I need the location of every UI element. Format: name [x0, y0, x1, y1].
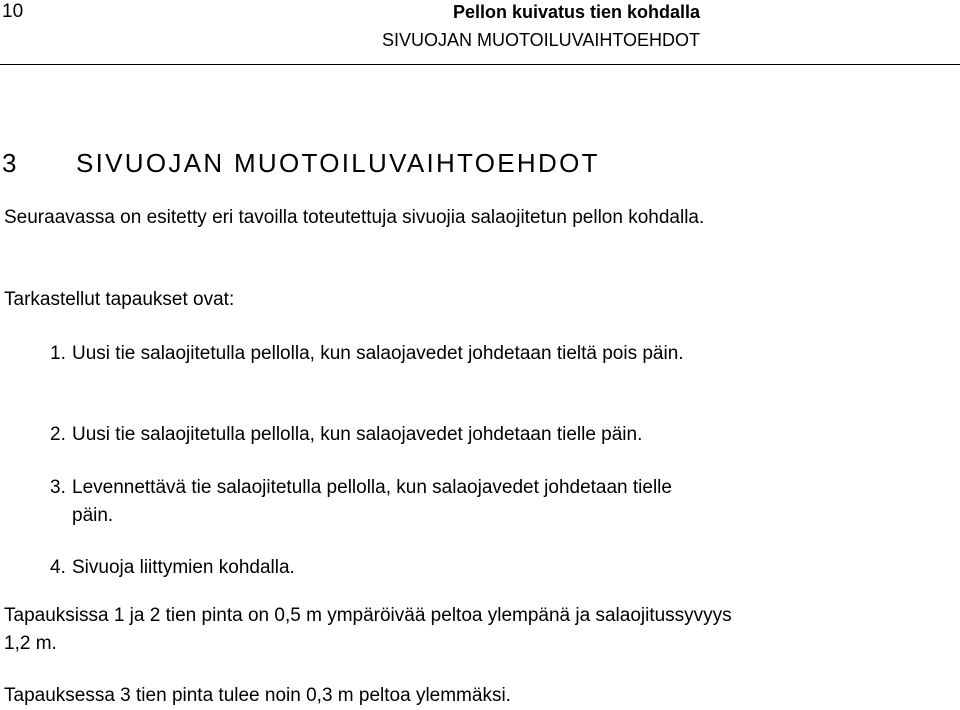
running-title: Pellon kuivatus tien kohdalla [452, 2, 700, 22]
list-item [50, 340, 710, 368]
intro-paragraph: Seuraavassa on esitetty eri tavoilla toteutettuja sivuojia salaojitetun pellon kohdalla. [4, 207, 705, 228]
list-item [50, 554, 710, 582]
section-heading [2, 147, 600, 179]
section-number: 3 [2, 148, 19, 178]
list-item-number: 2. [50, 424, 66, 445]
paragraph-case-3: Tapauksessa 3 tien pinta tulee noin 0,3 m peltoa ylemmäksi. [4, 685, 511, 706]
cases-intro: Tarkastellut tapaukset ovat: [4, 289, 235, 310]
list-item-number: 3. [50, 477, 66, 498]
list-item [50, 474, 710, 530]
list-item-number: 1. [50, 343, 66, 364]
list-item-text: Uusi tie salaojitetulla pellolla, kun salaojavedet johdetaan tielle päin. [72, 424, 643, 445]
paragraph-cases-1-2: Tapauksissa 1 ja 2 tien pinta on 0,5 m ympäröivää peltoa ylempänä ja salaojitussyvyys 1,2 m. [4, 605, 732, 654]
section-title: SIVUOJAN MUOTOILUVAIHTOEHDOT [76, 148, 600, 178]
list-item-text: Levennettävä tie salaojitetulla pellolla, kun salaojavedet johdetaan tielle päin. [72, 477, 672, 526]
list-item [50, 421, 710, 449]
list-item-text: Uusi tie salaojitetulla pellolla, kun salaojavedet johdetaan tieltä pois päin. [72, 343, 684, 364]
header-divider [0, 64, 960, 65]
page-number: 10 [2, 1, 24, 22]
running-subtitle: SIVUOJAN MUOTOILUVAIHTOEHDOT [381, 30, 700, 50]
list-item-text: Sivuoja liittymien kohdalla. [72, 557, 295, 578]
list-item-number: 4. [50, 557, 66, 578]
